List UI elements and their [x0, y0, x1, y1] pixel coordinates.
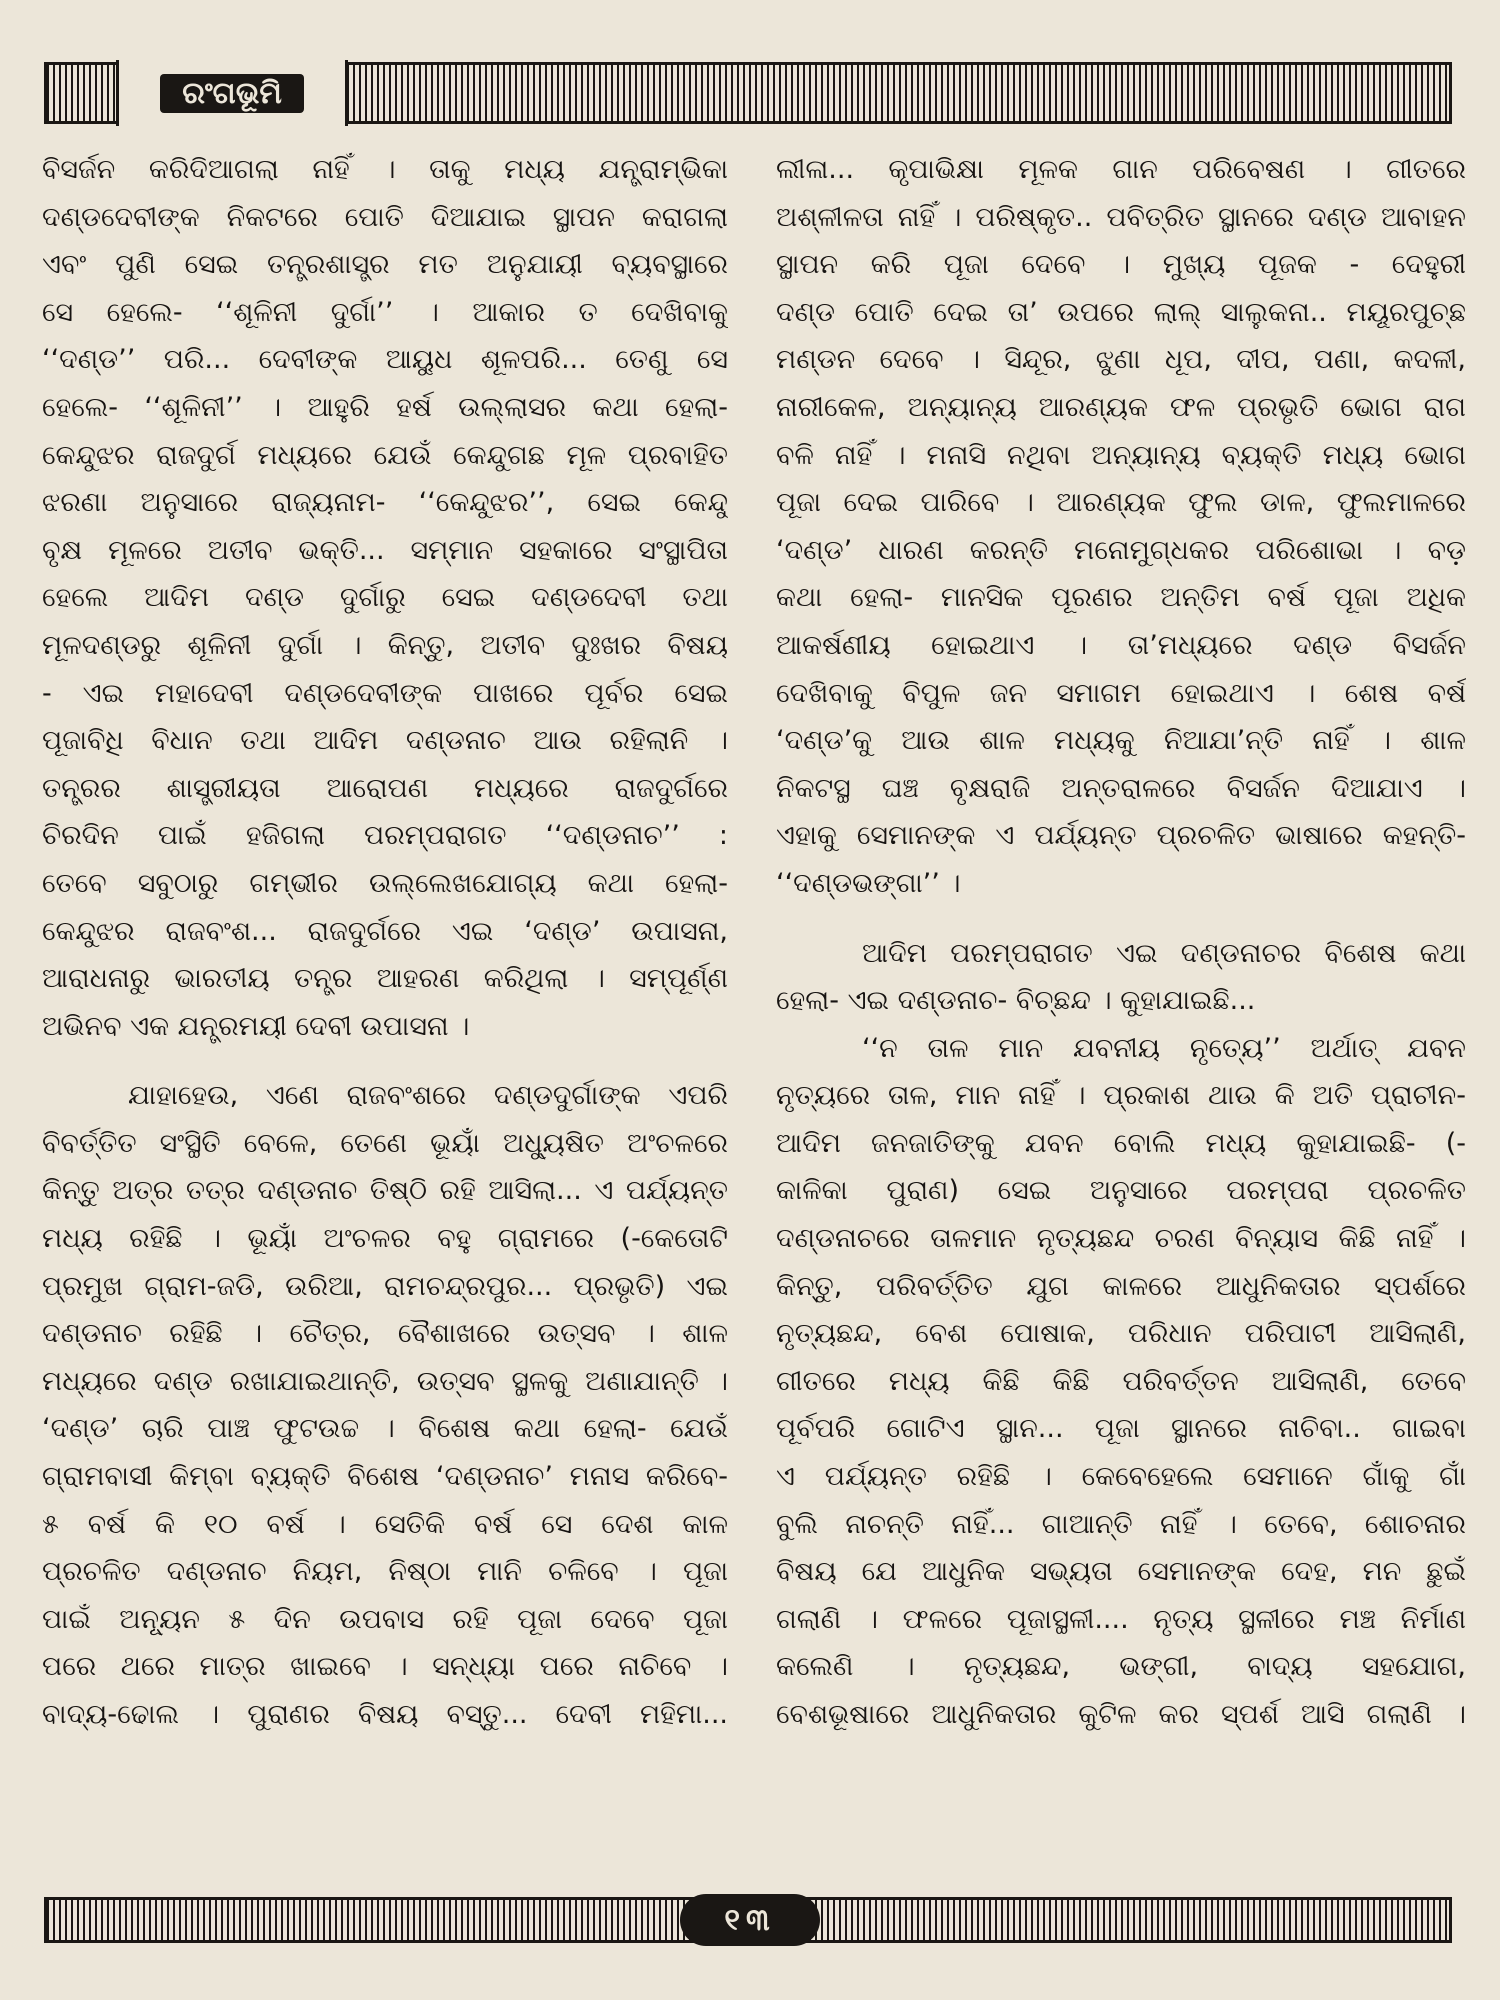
- text-line: ଗଲାଣି । ଫଳରେ ପୂଜାସ୍ଥଳୀ.... ନୃତ୍ୟ ସ୍ଥଳୀରେ ମଞ୍ଚ ନିର୍ମାଣ: [776, 1603, 1466, 1635]
- text-line: କଲେଣି । ନୃତ୍ୟଛନ୍ଦ, ଭଙ୍ଗୀ, ବାଦ୍ୟ ସହଯୋଗ,: [776, 1651, 1466, 1683]
- text-line: କଥା ହେଲା- ମାନସିକ ପୂରଣର ଅନ୍ତିମ ବର୍ଷ ପୂଜା ଅଧିକ: [776, 582, 1466, 614]
- text-line: ମଧ୍ୟରେ ଦଣ୍ଡ ରଖାଯାଇଥାନ୍ତି, ଉତ୍ସବ ସ୍ଥଳକୁ ଅଣାଯାନ୍ତି ।: [42, 1365, 728, 1397]
- section-title-box: [116, 60, 348, 126]
- text-line: ୫ ବର୍ଷ କି ୧୦ ବର୍ଷ । ସେତିକି ବର୍ଷ ସେ ଦେଶ କାଳ: [42, 1508, 728, 1540]
- text-line: ‘ଦଣ୍ଡ’କୁ ଆଉ ଶାଳ ମଧ୍ୟକୁ ନିଆଯା’ନ୍ତି ନାହିଁ । ଶାଳ: [776, 725, 1466, 757]
- text-line: ମଣ୍ଡନ ଦେବେ । ସିନ୍ଦୂର, ଝୁଣା ଧୂପ, ଦୀପ, ପଣା, କଦଳୀ,: [776, 344, 1466, 376]
- text-line: ପରେ ଥରେ ମାତ୍ର ଖାଇବେ । ସନ୍ଧ୍ୟା ପରେ ନାଚିବେ ।: [42, 1651, 728, 1683]
- text-line: - ଏଇ ମହାଦେବୀ ଦଣ୍ଡଦେବୀଙ୍କ ପାଖରେ ପୂର୍ବର ସେଇ: [42, 677, 728, 709]
- text-line: ଆରାଧନାରୁ ଭାରତୀୟ ତନ୍ତ୍ର ଆହରଣ କରିଥିଲା । ସମ୍ପୂର୍ଣ୍ଣ: [42, 963, 728, 995]
- text-line: ହେଲେ- ‘‘ଶୂଳିନୀ’’ । ଆହୁରି ହର୍ଷ ଉଲ୍ଲାସର କଥା ହେଲା-: [42, 391, 728, 423]
- text-line: ହେଲେ ଆଦିମ ଦଣ୍ଡ ଦୁର୍ଗାରୁ ସେଇ ଦଣ୍ଡଦେବୀ ତଥା: [42, 582, 728, 614]
- text-line: ପୂଜା ଦେଇ ପାରିବେ । ଆରଣ୍ୟକ ଫୁଲ ଡାଳ, ଫୁଲମାଳରେ: [776, 487, 1466, 519]
- text-line: ବଳି ନାହିଁ । ମନାସି ନଥିବା ଅନ୍ୟାନ୍ୟ ବ୍ୟକ୍ତି ମଧ୍ୟ ଭୋଗ: [776, 439, 1466, 471]
- page-number: ୧୩: [724, 1902, 776, 1938]
- left-column: [42, 146, 728, 1739]
- text-line: ଦଣ୍ଡନାଚରେ ତାଳମାନ ନୃତ୍ୟଛନ୍ଦ ଚରଣ ବିନ୍ୟାସ କିଛି ନାହିଁ ।: [776, 1223, 1466, 1255]
- text-line: ସ୍ଥାପନ କରି ପୂଜା ଦେବେ । ମୁଖ୍ୟ ପୂଜକ - ଦେହୁରୀ: [776, 249, 1466, 281]
- text-line: ପାଇଁ ଅନ୍ୟୂନ ୫ ଦିନ ଉପବାସ ରହି ପୂଜା ଦେବେ ପୂଜା: [42, 1603, 728, 1635]
- text-line: ବିବର୍ତ୍ତିତ ସଂସ୍ଥିତି ବେଳେ, ତେଣେ ଭୂୟାଁ ଅଧ୍ୟୁଷିତ ଅଂଚଳରେ: [42, 1127, 728, 1159]
- text-line: ଆଦିମ ପରମ୍ପରାଗତ ଏଇ ଦଣ୍ଡନାଚର ବିଶେଷ କଥା: [862, 937, 1466, 969]
- text-line: କେନ୍ଦୁଝର ରାଜଦୁର୍ଗ ମଧ୍ୟରେ ଯେଉଁ କେନ୍ଦୁଗଛ ମୂଳ ପ୍ରବାହିତ: [42, 439, 728, 471]
- text-line: ହେଲା- ଏଇ ଦଣ୍ଡନାଚ- ବିଚ୍ଛନ୍ଦ । କୁହାଯାଇଛି...: [776, 985, 1256, 1017]
- text-line: ଏହାକୁ ସେମାନଙ୍କ ଏ ପର୍ଯ୍ୟନ୍ତ ପ୍ରଚଳିତ ଭାଷାରେ କହନ୍ତି-: [776, 820, 1466, 852]
- text-line: ବେଶଭୂଷାରେ ଆଧୁନିକତାର କୁଟିଳ କର ସ୍ପର୍ଶ ଆସି ଗଲାଣି ।: [776, 1699, 1466, 1730]
- text-line: କିନ୍ତୁ, ପରିବର୍ତ୍ତିତ ଯୁଗ କାଳରେ ଆଧୁନିକତାର ସ୍ପର୍ଶରେ: [776, 1270, 1466, 1302]
- text-line: ଦଣ୍ଡ ପୋତି ଦେଇ ତା’ ଉପରେ ଲାଲ୍ ସାଲୁକନା.. ମୟୂରପୁଚ୍ଛ: [776, 296, 1466, 328]
- text-line: ଦଣ୍ଡନାଚ ରହିଛି । ଚୈତ୍ର, ବୈଶାଖରେ ଉତ୍ସବ । ଶାଳ: [42, 1318, 728, 1350]
- text-line: ବିଷୟ ଯେ ଆଧୁନିକ ସଭ୍ୟତା ସେମାନଙ୍କ ଦେହ, ମନ ଛୁଇଁ: [776, 1556, 1466, 1588]
- text-line: ଗ୍ରାମବାସୀ କିମ୍ବା ବ୍ୟକ୍ତି ବିଶେଷ ‘ଦଣ୍ଡନାଚ’ ମନାସ କରିବେ-: [42, 1461, 728, 1493]
- text-line: ଏବଂ ପୁଣି ସେଇ ତନ୍ତ୍ରଶାସ୍ତ୍ର ମତ ଅନୁଯାୟୀ ବ୍ୟବସ୍ଥାରେ: [42, 249, 728, 281]
- text-line: କେନ୍ଦୁଝର ରାଜବଂଶ... ରାଜଦୁର୍ଗରେ ଏଇ ‘ଦଣ୍ଡ’ ଉପାସନା,: [42, 915, 728, 947]
- text-line: ପ୍ରମୁଖ ଗ୍ରାମ-ଜଡି, ଉରିଆ, ରାମଚନ୍ଦ୍ରପୁର... ପ୍ରଭୃତି) ଏଇ: [42, 1270, 728, 1302]
- text-line: ‘ଦଣ୍ଡ’ ଚାରି ପାଞ୍ଚ ଫୁଟଉଚ୍ଚ । ବିଶେଷ କଥା ହେଲା- ଯେଉଁ: [42, 1413, 728, 1445]
- text-line: ଯାହାହେଉ, ଏଣେ ରାଜବଂଶରେ ଦଣ୍ଡଦୁର୍ଗାଙ୍କ ଏପରି: [128, 1080, 728, 1112]
- text-line: ଲୀଳା... କୃପାଭିକ୍ଷା ମୂଳକ ଗାନ ପରିବେଷଣ । ଗୀତରେ: [776, 154, 1466, 185]
- text-line: ଆକର୍ଷଣୀୟ ହୋଇଥାଏ । ତା’ମଧ୍ୟରେ ଦଣ୍ଡ ବିସର୍ଜନ: [776, 629, 1466, 661]
- text-line: ନୃତ୍ୟରେ ତାଳ, ମାନ ନାହିଁ । ପ୍ରକାଶ ଥାଉ କି ଅତି ପ୍ରାଚୀନ-: [776, 1080, 1466, 1112]
- text-line: ଝରଣା ଅନୁସାରେ ରାଜ୍ୟନାମ- ‘‘କେନ୍ଦୁଝର’’, ସେଇ କେନ୍ଦୁ: [42, 487, 728, 519]
- text-line: ଅଭିନବ ଏକ ଯନ୍ତ୍ରମୟୀ ଦେବୀ ଉପାସନା ।: [42, 1010, 470, 1042]
- section-title: ରଂଗଭୂମି: [160, 74, 304, 113]
- paragraph-gap: [42, 1050, 728, 1072]
- text-line: ଦେଖିବାକୁ ବିପୁଳ ଜନ ସମାଗମ ହୋଇଥାଏ । ଶେଷ ବର୍ଷ: [776, 677, 1466, 709]
- text-line: ଅଶ୍ଳୀଳତା ନାହିଁ । ପରିଷ୍କୃତ.. ପବିତ୍ରିତ ସ୍ଥାନରେ ଦଣ୍ଡ ଆବାହନ: [776, 201, 1466, 233]
- text-line: ପୂର୍ବପରି ଗୋଟିଏ ସ୍ଥାନ... ପୂଜା ସ୍ଥାନରେ ନାଚିବା.. ଗାଇବା: [776, 1413, 1466, 1445]
- text-line: ମଧ୍ୟ ରହିଛି । ଭୂୟାଁ ଅଂଚଳର ବହୁ ଗ୍ରାମରେ (-କେତୋଟି: [42, 1223, 728, 1255]
- text-line: ବିସର୍ଜନ କରିଦିଆଗଲା ନାହିଁ । ତାକୁ ମଧ୍ୟ ଯନ୍ତ୍ରାମ୍ଭିକା: [42, 154, 728, 185]
- text-line: ଆଦିମ ଜନଜାତିଙ୍କୁ ଯବନ ବୋଲି ମଧ୍ୟ କୁହାଯାଇଛି- (-: [776, 1127, 1466, 1159]
- text-line: ସେ ହେଲେ- ‘‘ଶୂଳିନୀ ଦୁର୍ଗା’’ । ଆକାର ତ ଦେଖିବାକୁ: [42, 296, 728, 328]
- text-line: ତେବେ ସବୁଠାରୁ ଗମ୍ଭୀର ଉଲ୍ଲେଖଯୋଗ୍ୟ କଥା ହେଲା-: [42, 867, 728, 899]
- paragraph-gap: [776, 908, 1466, 930]
- text-line: କିନ୍ତୁ ଅତ୍ର ତତ୍ର ଦଣ୍ଡନାଚ ତିଷ୍ଠି ରହି ଆସିଲା... ଏ ପର୍ଯ୍ୟନ୍ତ: [42, 1175, 728, 1207]
- text-line: କାଳିକା ପୁରାଣ) ସେଇ ଅନୁସାରେ ପରମ୍ପରା ପ୍ରଚଳିତ: [776, 1175, 1466, 1207]
- text-line: ଗୀତରେ ମଧ୍ୟ କିଛି କିଛି ପରିବର୍ତ୍ତନ ଆସିଲାଣି, ତେବେ: [776, 1365, 1466, 1397]
- text-line: ନୃତ୍ୟଛନ୍ଦ, ବେଶ ପୋଷାକ, ପରିଧାନ ପରିପାଟୀ ଆସିଲାଣି,: [776, 1318, 1466, 1350]
- text-line: ତନ୍ତ୍ରର ଶାସ୍ତ୍ରୀୟତା ଆରୋପଣ ମଧ୍ୟରେ ରାଜଦୁର୍ଗରେ: [42, 772, 728, 804]
- text-line: ‘‘ଦଣ୍ଡଭଙ୍ଗା’’ ।: [776, 867, 961, 899]
- text-line: ଦଣ୍ଡଦେବୀଙ୍କ ନିକଟରେ ପୋତି ଦିଆଯାଇ ସ୍ଥାପନ କରାଗଲା: [42, 201, 728, 233]
- page-number-badge: [680, 1894, 820, 1946]
- text-line: ଏ ପର୍ଯ୍ୟନ୍ତ ରହିଛି । କେବେହେଲେ ସେମାନେ ଗାଁକୁ ଗାଁ: [776, 1461, 1466, 1493]
- text-line: ପ୍ରଚଳିତ ଦଣ୍ଡନାଚ ନିୟମ, ନିଷ୍ଠା ମାନି ଚଳିବେ । ପୂଜା: [42, 1556, 728, 1588]
- text-line: ‘‘ଦଣ୍ଡ’’ ପରି... ଦେବୀଙ୍କ ଆୟୁଧ ଶୂଳପରି... ତେଣୁ ସେ: [42, 344, 728, 376]
- text-line: ଚିରଦିନ ପାଇଁ ହଜିଗଲା ପରମ୍ପରାଗତ ‘‘ଦଣ୍ଡନାଚ’’ :: [42, 820, 728, 852]
- text-line: ‘‘ନ ତାଳ ମାନ ଯବନୀୟ ନୃତ୍ୟେ’’ ଅର୍ଥାତ୍ ଯବନ: [862, 1032, 1466, 1064]
- text-line: ବାଦ୍ୟ-ଢୋଲ । ପୁରାଣର ବିଷୟ ବସ୍ତୁ... ଦେବୀ ମହିମା...: [42, 1699, 728, 1730]
- text-line: ନିକଟସ୍ଥ ଘଞ୍ଚ ବୃକ୍ଷରାଜି ଅନ୍ତରାଳରେ ବିସର୍ଜନ ଦିଆଯାଏ ।: [776, 772, 1466, 804]
- right-column: [776, 146, 1466, 1739]
- text-line: ପୂଜାବିଧି ବିଧାନ ତଥା ଆଦିମ ଦଣ୍ଡନାଚ ଆଉ ରହିଲାନି ।: [42, 725, 728, 757]
- text-line: ମୂଳଦଣ୍ଡରୁ ଶୂଳିନୀ ଦୁର୍ଗା । କିନ୍ତୁ, ଅତୀବ ଦୁଃଖର ବିଷୟ: [42, 629, 728, 661]
- text-line: ବୁଲି ନାଚନ୍ତି ନାହିଁ... ଗାଆନ୍ତି ନାହିଁ । ତେବେ, ଶୋଚନାର: [776, 1508, 1466, 1540]
- text-line: ନାରୀକେଳ, ଅନ୍ୟାନ୍ୟ ଆରଣ୍ୟକ ଫଳ ପ୍ରଭୃତି ଭୋଗ ରାଗ: [776, 391, 1466, 423]
- text-line: ବୃକ୍ଷ ମୂଳରେ ଅତୀବ ଭକ୍ତି... ସମ୍ମାନ ସହକାରେ ସଂସ୍ଥାପିତା: [42, 534, 728, 566]
- text-line: ‘ଦଣ୍ଡ’ ଧାରଣ କରନ୍ତି ମନୋମୁଗ୍ଧକର ପରିଶୋଭା । ବଡ଼: [776, 534, 1466, 566]
